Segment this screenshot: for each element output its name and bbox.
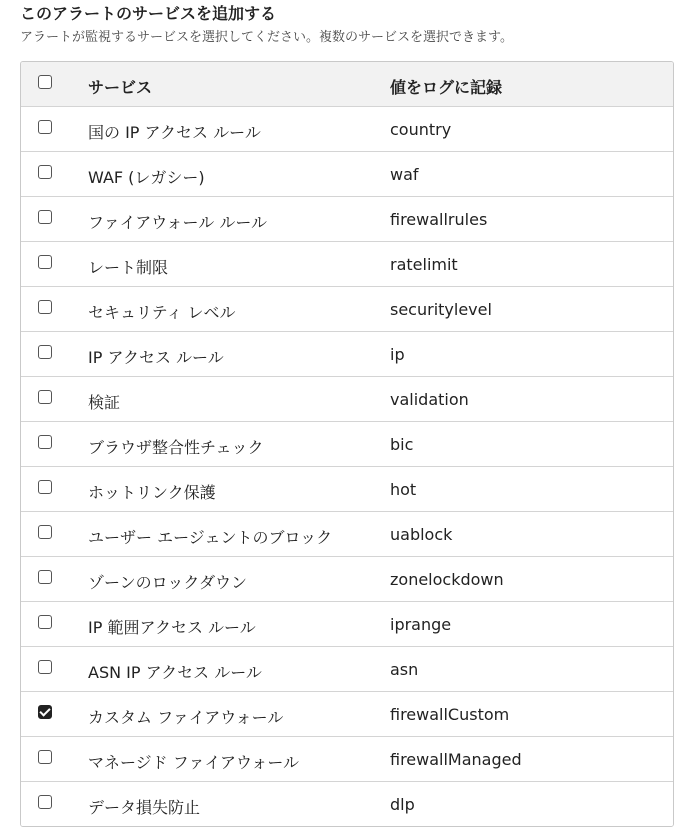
- log-value: zonelockdown: [390, 570, 504, 589]
- table-row[interactable]: [21, 287, 673, 332]
- table-row[interactable]: [21, 197, 673, 242]
- row-checkbox[interactable]: [38, 345, 52, 359]
- row-checkbox[interactable]: [38, 255, 52, 269]
- row-checkbox[interactable]: [38, 570, 52, 584]
- row-checkbox[interactable]: [38, 480, 52, 494]
- table-row[interactable]: [21, 107, 673, 152]
- log-value: asn: [390, 660, 419, 679]
- table-row[interactable]: [21, 557, 673, 602]
- row-checkbox[interactable]: [38, 705, 52, 719]
- section-description: アラートが監視するサービスを選択してください。複数のサービスを選択できます。: [20, 30, 513, 45]
- log-value: bic: [390, 435, 414, 454]
- service-name: カスタム ファイアウォール: [88, 708, 284, 727]
- log-value: securitylevel: [390, 300, 492, 319]
- table-row[interactable]: [21, 602, 673, 647]
- log-value: hot: [390, 480, 417, 499]
- row-checkbox[interactable]: [38, 435, 52, 449]
- table-row[interactable]: [21, 467, 673, 512]
- row-checkbox[interactable]: [38, 390, 52, 404]
- services-table: [20, 61, 674, 827]
- service-name: 検証: [88, 393, 121, 412]
- log-value: ip: [390, 345, 405, 364]
- service-name: レート制限: [88, 258, 169, 277]
- log-value: firewallCustom: [390, 705, 510, 724]
- section-title: このアラートのサービスを追加する: [20, 4, 277, 23]
- log-value: firewallrules: [390, 210, 488, 229]
- service-name: IP 範囲アクセス ルール: [88, 618, 256, 637]
- service-name: ゾーンのロックダウン: [88, 573, 248, 592]
- table-row[interactable]: [21, 422, 673, 467]
- service-name: ユーザー エージェントのブロック: [88, 528, 333, 547]
- table-row[interactable]: [21, 647, 673, 692]
- row-checkbox[interactable]: [38, 750, 52, 764]
- row-checkbox[interactable]: [38, 300, 52, 314]
- row-checkbox[interactable]: [38, 660, 52, 674]
- table-row[interactable]: [21, 782, 673, 826]
- table-row[interactable]: [21, 242, 673, 287]
- log-value: firewallManaged: [390, 750, 522, 769]
- row-checkbox[interactable]: [38, 525, 52, 539]
- log-value: iprange: [390, 615, 452, 634]
- service-name: マネージド ファイアウォール: [88, 753, 300, 772]
- column-header-service: サービス: [88, 78, 153, 97]
- log-value: ratelimit: [390, 255, 458, 274]
- service-name: 国の IP アクセス ルール: [88, 123, 261, 142]
- table-row[interactable]: [21, 737, 673, 782]
- table-row[interactable]: [21, 332, 673, 377]
- row-checkbox[interactable]: [38, 795, 52, 809]
- service-name: ASN IP アクセス ルール: [88, 663, 262, 682]
- log-value: country: [390, 120, 452, 139]
- service-name: データ損失防止: [88, 798, 201, 817]
- table-row[interactable]: [21, 692, 673, 737]
- service-name: ホットリンク保護: [88, 483, 216, 502]
- log-value: dlp: [390, 795, 415, 814]
- table-header-row: [21, 62, 673, 107]
- log-value: uablock: [390, 525, 453, 544]
- service-name: IP アクセス ルール: [88, 348, 224, 367]
- table-row[interactable]: [21, 512, 673, 557]
- row-checkbox[interactable]: [38, 615, 52, 629]
- service-name: WAF (レガシー): [88, 168, 205, 187]
- table-row[interactable]: [21, 377, 673, 422]
- select-all-checkbox[interactable]: [38, 75, 52, 89]
- row-checkbox[interactable]: [38, 210, 52, 224]
- row-checkbox[interactable]: [38, 120, 52, 134]
- service-name: ブラウザ整合性チェック: [88, 438, 264, 457]
- service-name: セキュリティ レベル: [88, 303, 236, 322]
- service-name: ファイアウォール ルール: [88, 213, 268, 232]
- column-header-log-value: 値をログに記録: [390, 78, 503, 97]
- log-value: validation: [390, 390, 469, 409]
- table-row[interactable]: [21, 152, 673, 197]
- table-body: [21, 107, 673, 826]
- log-value: waf: [390, 165, 419, 184]
- row-checkbox[interactable]: [38, 165, 52, 179]
